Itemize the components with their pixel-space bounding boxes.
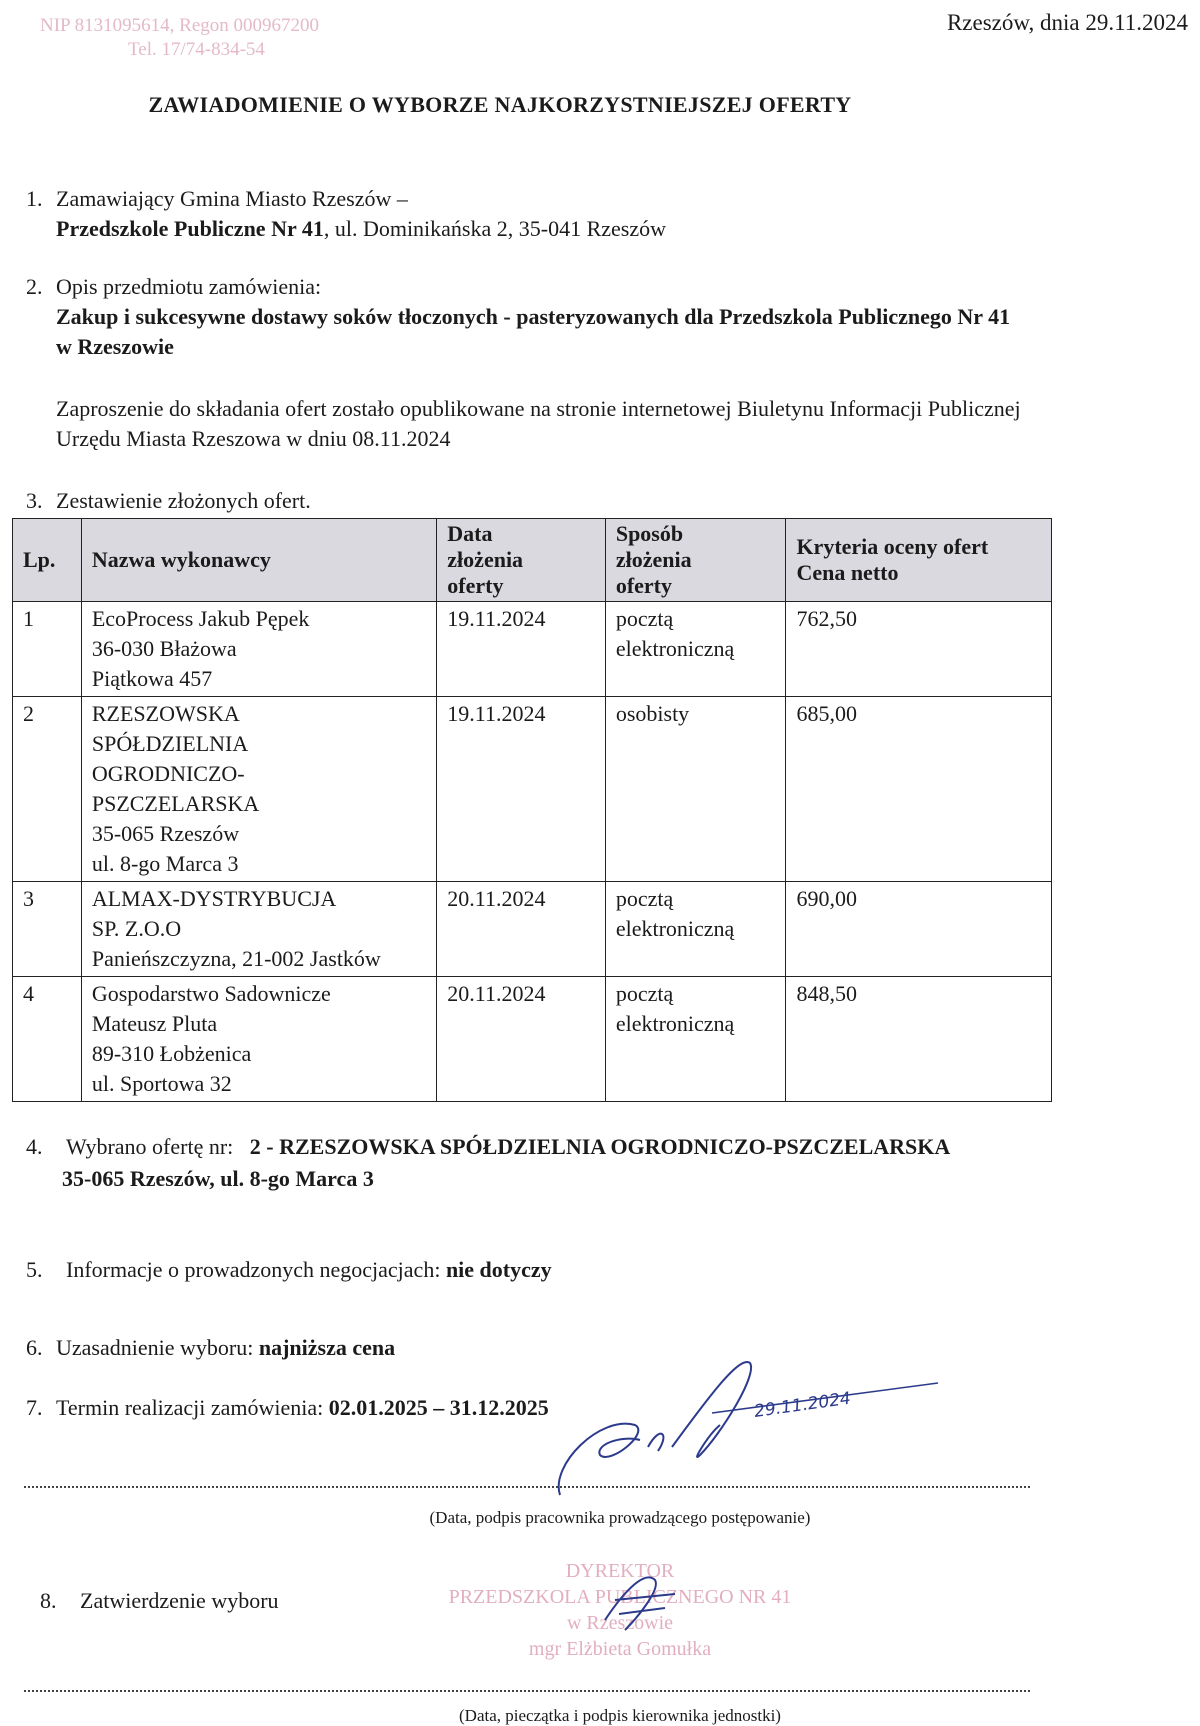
cell-method: pocztą elektroniczną (605, 977, 786, 1102)
cell-price: 848,50 (786, 977, 1052, 1102)
cell-lp: 3 (13, 882, 82, 977)
approval-label: Zatwierdzenie wyboru (80, 1588, 279, 1613)
stamp-name: mgr Elżbieta Gomułka (528, 1638, 712, 1660)
section-5 (0, 1255, 1200, 1285)
stamp-phone: Tel. 17/74-834-54 (128, 39, 265, 60)
header-method: Sposób złożenia oferty (605, 519, 786, 602)
company-stamp-header (40, 14, 319, 62)
signature-line (24, 1486, 1030, 1488)
negotiations-info: Informacje o prowadzonych negocjacjach: nie dotyczy (66, 1257, 552, 1282)
cell-price: 762,50 (786, 602, 1052, 697)
header-contractor: Nazwa wykonawcy (81, 519, 436, 602)
section-number: 6. (26, 1335, 43, 1360)
subject-line2: w Rzeszowie (56, 334, 174, 359)
table-row (13, 977, 1052, 1102)
table-row (13, 697, 1052, 882)
cell-date: 20.11.2024 (437, 977, 606, 1102)
cell-method: pocztą elektroniczną (605, 882, 786, 977)
header-date: Data złożenia oferty (437, 519, 606, 602)
completion-term: Termin realizacji zamówienia: 02.01.2025 – 31.12.2025 (56, 1395, 549, 1420)
publication-info-line2: Urzędu Miasta Rzeszowa w dniu 08.11.2024 (56, 426, 451, 451)
section-number: 2. (26, 274, 43, 299)
subject-line1: Zakup i sukcesywne dostawy soków tłoczonych - pasteryzowanych dla Przedszkola Publicznego Nr 41 (56, 304, 1011, 329)
cell-contractor: ALMAX-DYSTRYBUCJA SP. Z.O.O Panieńszczyzna, 21-002 Jastków (81, 882, 436, 977)
header-lp: Lp. (13, 519, 82, 602)
cell-lp: 1 (13, 602, 82, 697)
approval-caption: (Data, pieczątka i podpis kierownika jednostki) (459, 1706, 781, 1725)
section-3 (0, 486, 1200, 516)
ordering-party-line2: Przedszkole Publiczne Nr 41, ul. Dominikańska 2, 35-041 Rzeszów (56, 216, 666, 241)
signature-caption: (Data, podpis pracownika prowadzącego postępowanie) (429, 1508, 811, 1527)
stamp-title: DYREKTOR (565, 1560, 675, 1582)
stamp-institution: PRZEDSZKOLA PUBLICZNEGO NR 41 (448, 1586, 792, 1608)
cell-price: 690,00 (786, 882, 1052, 977)
cell-contractor: EcoProcess Jakub Pępek 36-030 Błażowa Piątkowa 457 (81, 602, 436, 697)
selection-justification: Uzasadnienie wyboru: najniższa cena (56, 1335, 396, 1360)
cell-method: pocztą elektroniczną (605, 602, 786, 697)
section-1 (0, 184, 1200, 244)
header-criteria: Kryteria oceny ofert Cena netto (786, 519, 1052, 602)
stamp-city: w Rzeszowie (566, 1612, 674, 1634)
section-number: 5. (26, 1257, 43, 1282)
cell-date: 19.11.2024 (437, 602, 606, 697)
chosen-offer-line1: Wybrano ofertę nr: 2 - RZESZOWSKA SPÓŁDZIELNIA OGRODNICZO-PSZCZELARSKA (66, 1134, 951, 1159)
handwritten-date: 29.11.2024 (752, 1388, 853, 1422)
cell-date: 20.11.2024 (437, 882, 606, 977)
cell-lp: 2 (13, 697, 82, 882)
table-header-row (13, 519, 1052, 602)
document-title: ZAWIADOMIENIE O WYBORZE NAJKORZYSTNIEJSZEJ OFERTY (148, 92, 852, 117)
cell-lp: 4 (13, 977, 82, 1102)
subject-label: Opis przedmiotu zamówienia: (56, 274, 322, 299)
table-row (13, 602, 1052, 697)
section-number: 4. (26, 1134, 43, 1159)
section-number: 7. (26, 1395, 43, 1420)
ordering-party-line1: Zamawiający Gmina Miasto Rzeszów – (56, 186, 408, 211)
offers-label: Zestawienie złożonych ofert. (56, 488, 311, 513)
publication-info-line1: Zaproszenie do składania ofert zostało opublikowane na stronie internetowej Biuletynu Informacji Publicznej (56, 396, 1021, 421)
section-2 (0, 272, 1200, 452)
cell-method: osobisty (605, 697, 786, 882)
place-date: Rzeszów, dnia 29.11.2024 (946, 10, 1188, 35)
cell-contractor: Gospodarstwo Sadownicze Mateusz Pluta 89-310 Łobżenica ul. Sportowa 32 (81, 977, 436, 1102)
cell-contractor: RZESZOWSKA SPÓŁDZIELNIA OGRODNICZO- PSZCZELARSKA 35-065 Rzeszów ul. 8-go Marca 3 (81, 697, 436, 882)
table-row (13, 882, 1052, 977)
handwritten-signature (540, 1355, 960, 1505)
stamp-nip-regon: NIP 8131095614, Regon 000967200 (40, 15, 320, 36)
offers-table (12, 518, 1052, 1102)
section-number: 3. (26, 488, 43, 513)
section-number: 8. (40, 1588, 57, 1613)
director-signature (595, 1560, 685, 1640)
cell-date: 19.11.2024 (437, 697, 606, 882)
section-number: 1. (26, 186, 43, 211)
approval-signature-line (24, 1690, 1030, 1692)
chosen-offer-line2: 35-065 Rzeszów, ul. 8-go Marca 3 (62, 1166, 374, 1191)
cell-price: 685,00 (786, 697, 1052, 882)
section-4 (0, 1132, 1200, 1196)
